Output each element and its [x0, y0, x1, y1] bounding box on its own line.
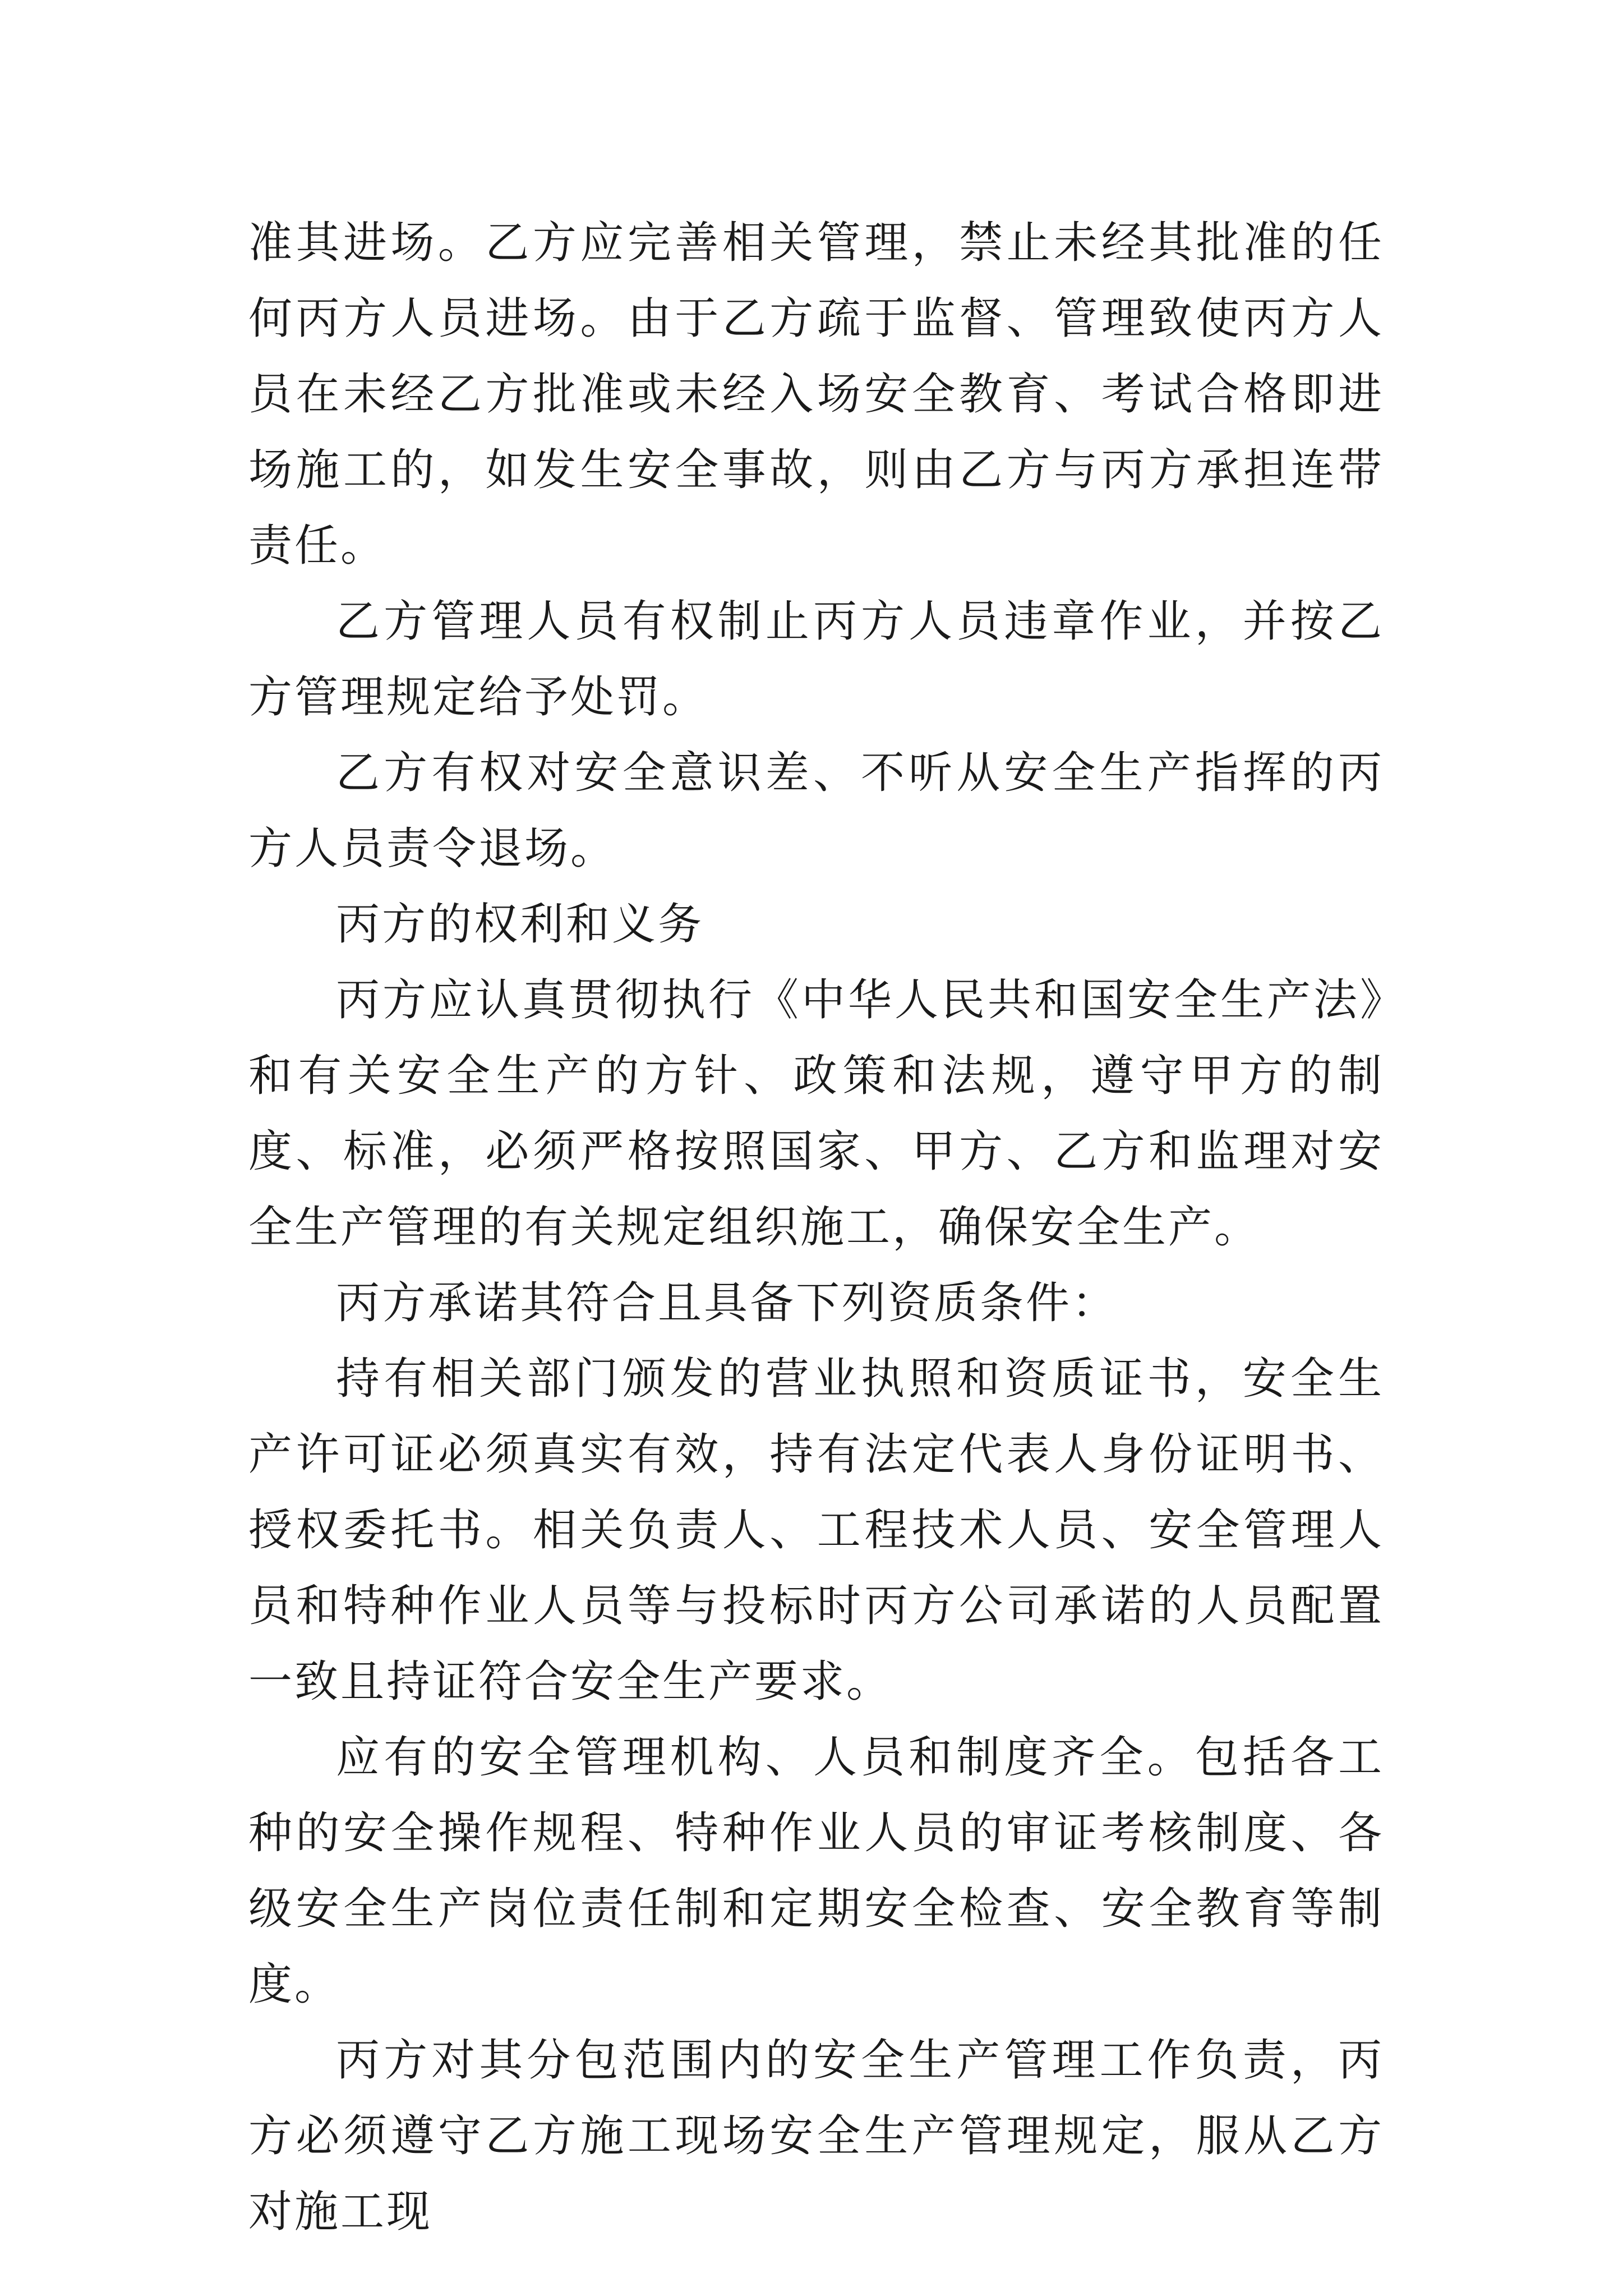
section-heading-party-c-rights: 丙方的权利和义务 — [336, 899, 704, 950]
paragraph-party-c-safety-organization: 应有的安全管理机构、人员和制度齐全。包括各工种的安全操作规程、特种作业人员的审证考核制度、各级安全生产岗位责任制和定期安全检查、安全教育等制度。 — [248, 1732, 1384, 2010]
paragraph-party-c-qualifications-intro: 丙方承诺其符合且具备下列资质条件： — [336, 1278, 1118, 1328]
paragraph-continuation: 准其进场。乙方应完善相关管理，禁止未经其批准的任何丙方人员进场。由于乙方疏于监督、管理致使丙方人员在未经乙方批准或未经入场安全教育、考试合格即进场施工的，如发生安全事故，则由乙方与丙方承担连带责任。 — [248, 218, 1384, 571]
paragraph-party-b-expel-personnel: 乙方有权对安全意识差、不听从安全生产指挥的丙方人员责令退场。 — [248, 748, 1384, 874]
paragraph-party-c-compliance: 丙方应认真贯彻执行《中华人民共和国安全生产法》和有关安全生产的方针、政策和法规，遵守甲方的制度、标准，必须严格按照国家、甲方、乙方和监理对安全生产管理的有关规定组织施工，确保安全生产。 — [248, 975, 1384, 1253]
paragraph-party-c-subcontract-responsibility: 丙方对其分包范围内的安全生产管理工作负责，丙方必须遵守乙方施工现场安全生产管理规定，服从乙方对施工现 — [248, 2035, 1384, 2237]
paragraph-party-c-licenses: 持有相关部门颁发的营业执照和资质证书，安全生产许可证必须真实有效，持有法定代表人身份证明书、授权委托书。相关负责人、工程技术人员、安全管理人员和特种作业人员等与投标时丙方公司承诺的人员配置一致且持证符合安全生产要求。 — [248, 1354, 1384, 1707]
document-body — [248, 205, 1384, 2250]
paragraph-party-b-stop-violations: 乙方管理人员有权制止丙方人员违章作业，并按乙方管理规定给予处罚。 — [248, 596, 1384, 723]
